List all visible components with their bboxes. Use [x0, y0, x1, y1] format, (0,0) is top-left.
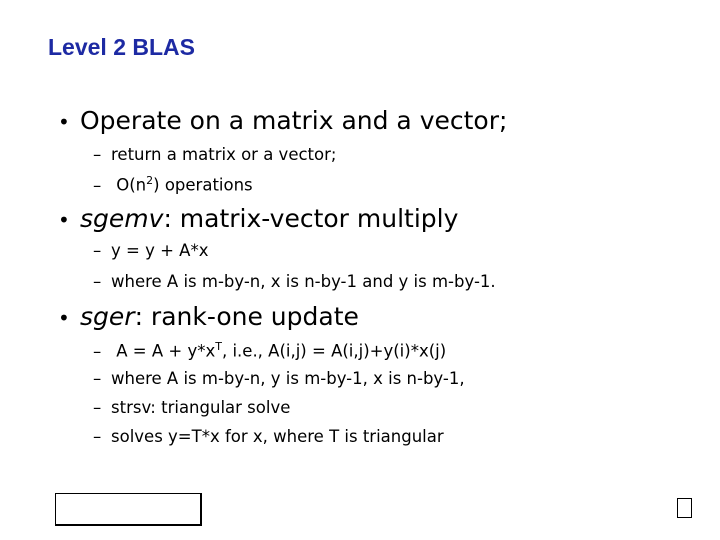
bullet-3-name: sger	[80, 302, 135, 331]
dash-marker: –	[93, 427, 102, 446]
sub-text: where A is m-by-n, x is n-by-1 and y is m-by-1.	[111, 272, 496, 291]
bullet-1-sub-2	[93, 174, 253, 195]
bullet-2-sub-1	[93, 241, 208, 260]
sub-text: strsv: triangular solve	[111, 398, 291, 417]
bullet-1-sub-1	[93, 145, 336, 164]
superscript: 2	[146, 174, 154, 187]
bullet-2	[58, 204, 458, 233]
bullet-1-text: Operate on a matrix and a vector;	[80, 106, 508, 135]
dash-marker: –	[93, 175, 102, 195]
bullet-marker: •	[58, 208, 70, 232]
bullet-3-sub-2	[93, 369, 465, 388]
superscript: T	[215, 340, 222, 353]
slide-title: Level 2 BLAS	[48, 34, 195, 60]
sub-text: y = y + A*x	[111, 241, 209, 260]
footer-box	[55, 493, 202, 526]
bullet-2-sub-2	[93, 272, 496, 291]
bullet-3-sub-3	[93, 398, 290, 417]
bullet-3	[58, 302, 359, 331]
sub-text-pre: A = A + y*x	[116, 341, 216, 361]
bullet-2-name: sgemv	[80, 204, 164, 233]
sub-text-pre: O(n	[116, 175, 147, 195]
dash-marker: –	[93, 341, 102, 361]
sub-text: return a matrix or a vector;	[111, 145, 337, 164]
placeholder-glyph-icon	[677, 498, 692, 518]
bullet-marker: •	[58, 110, 70, 134]
sub-text-post: , i.e., A(i,j) = A(i,j)+y(i)*x(j)	[221, 341, 447, 361]
sub-text: solves y=T*x for x, where T is triangular	[111, 427, 444, 446]
sub-text: where A is m-by-n, y is m-by-1, x is n-by-1,	[111, 369, 465, 388]
bullet-3-rest: : rank-one update	[134, 302, 359, 331]
bullet-3-sub-1	[93, 340, 446, 361]
dash-marker: –	[93, 241, 102, 260]
dash-marker: –	[93, 272, 102, 291]
bullet-1	[58, 106, 507, 135]
dash-marker: –	[93, 145, 102, 164]
dash-marker: –	[93, 398, 102, 417]
dash-marker: –	[93, 369, 102, 388]
bullet-marker: •	[58, 306, 70, 330]
bullet-2-rest: : matrix-vector multiply	[163, 204, 459, 233]
bullet-3-sub-4	[93, 427, 444, 446]
sub-text-post: ) operations	[153, 175, 253, 195]
